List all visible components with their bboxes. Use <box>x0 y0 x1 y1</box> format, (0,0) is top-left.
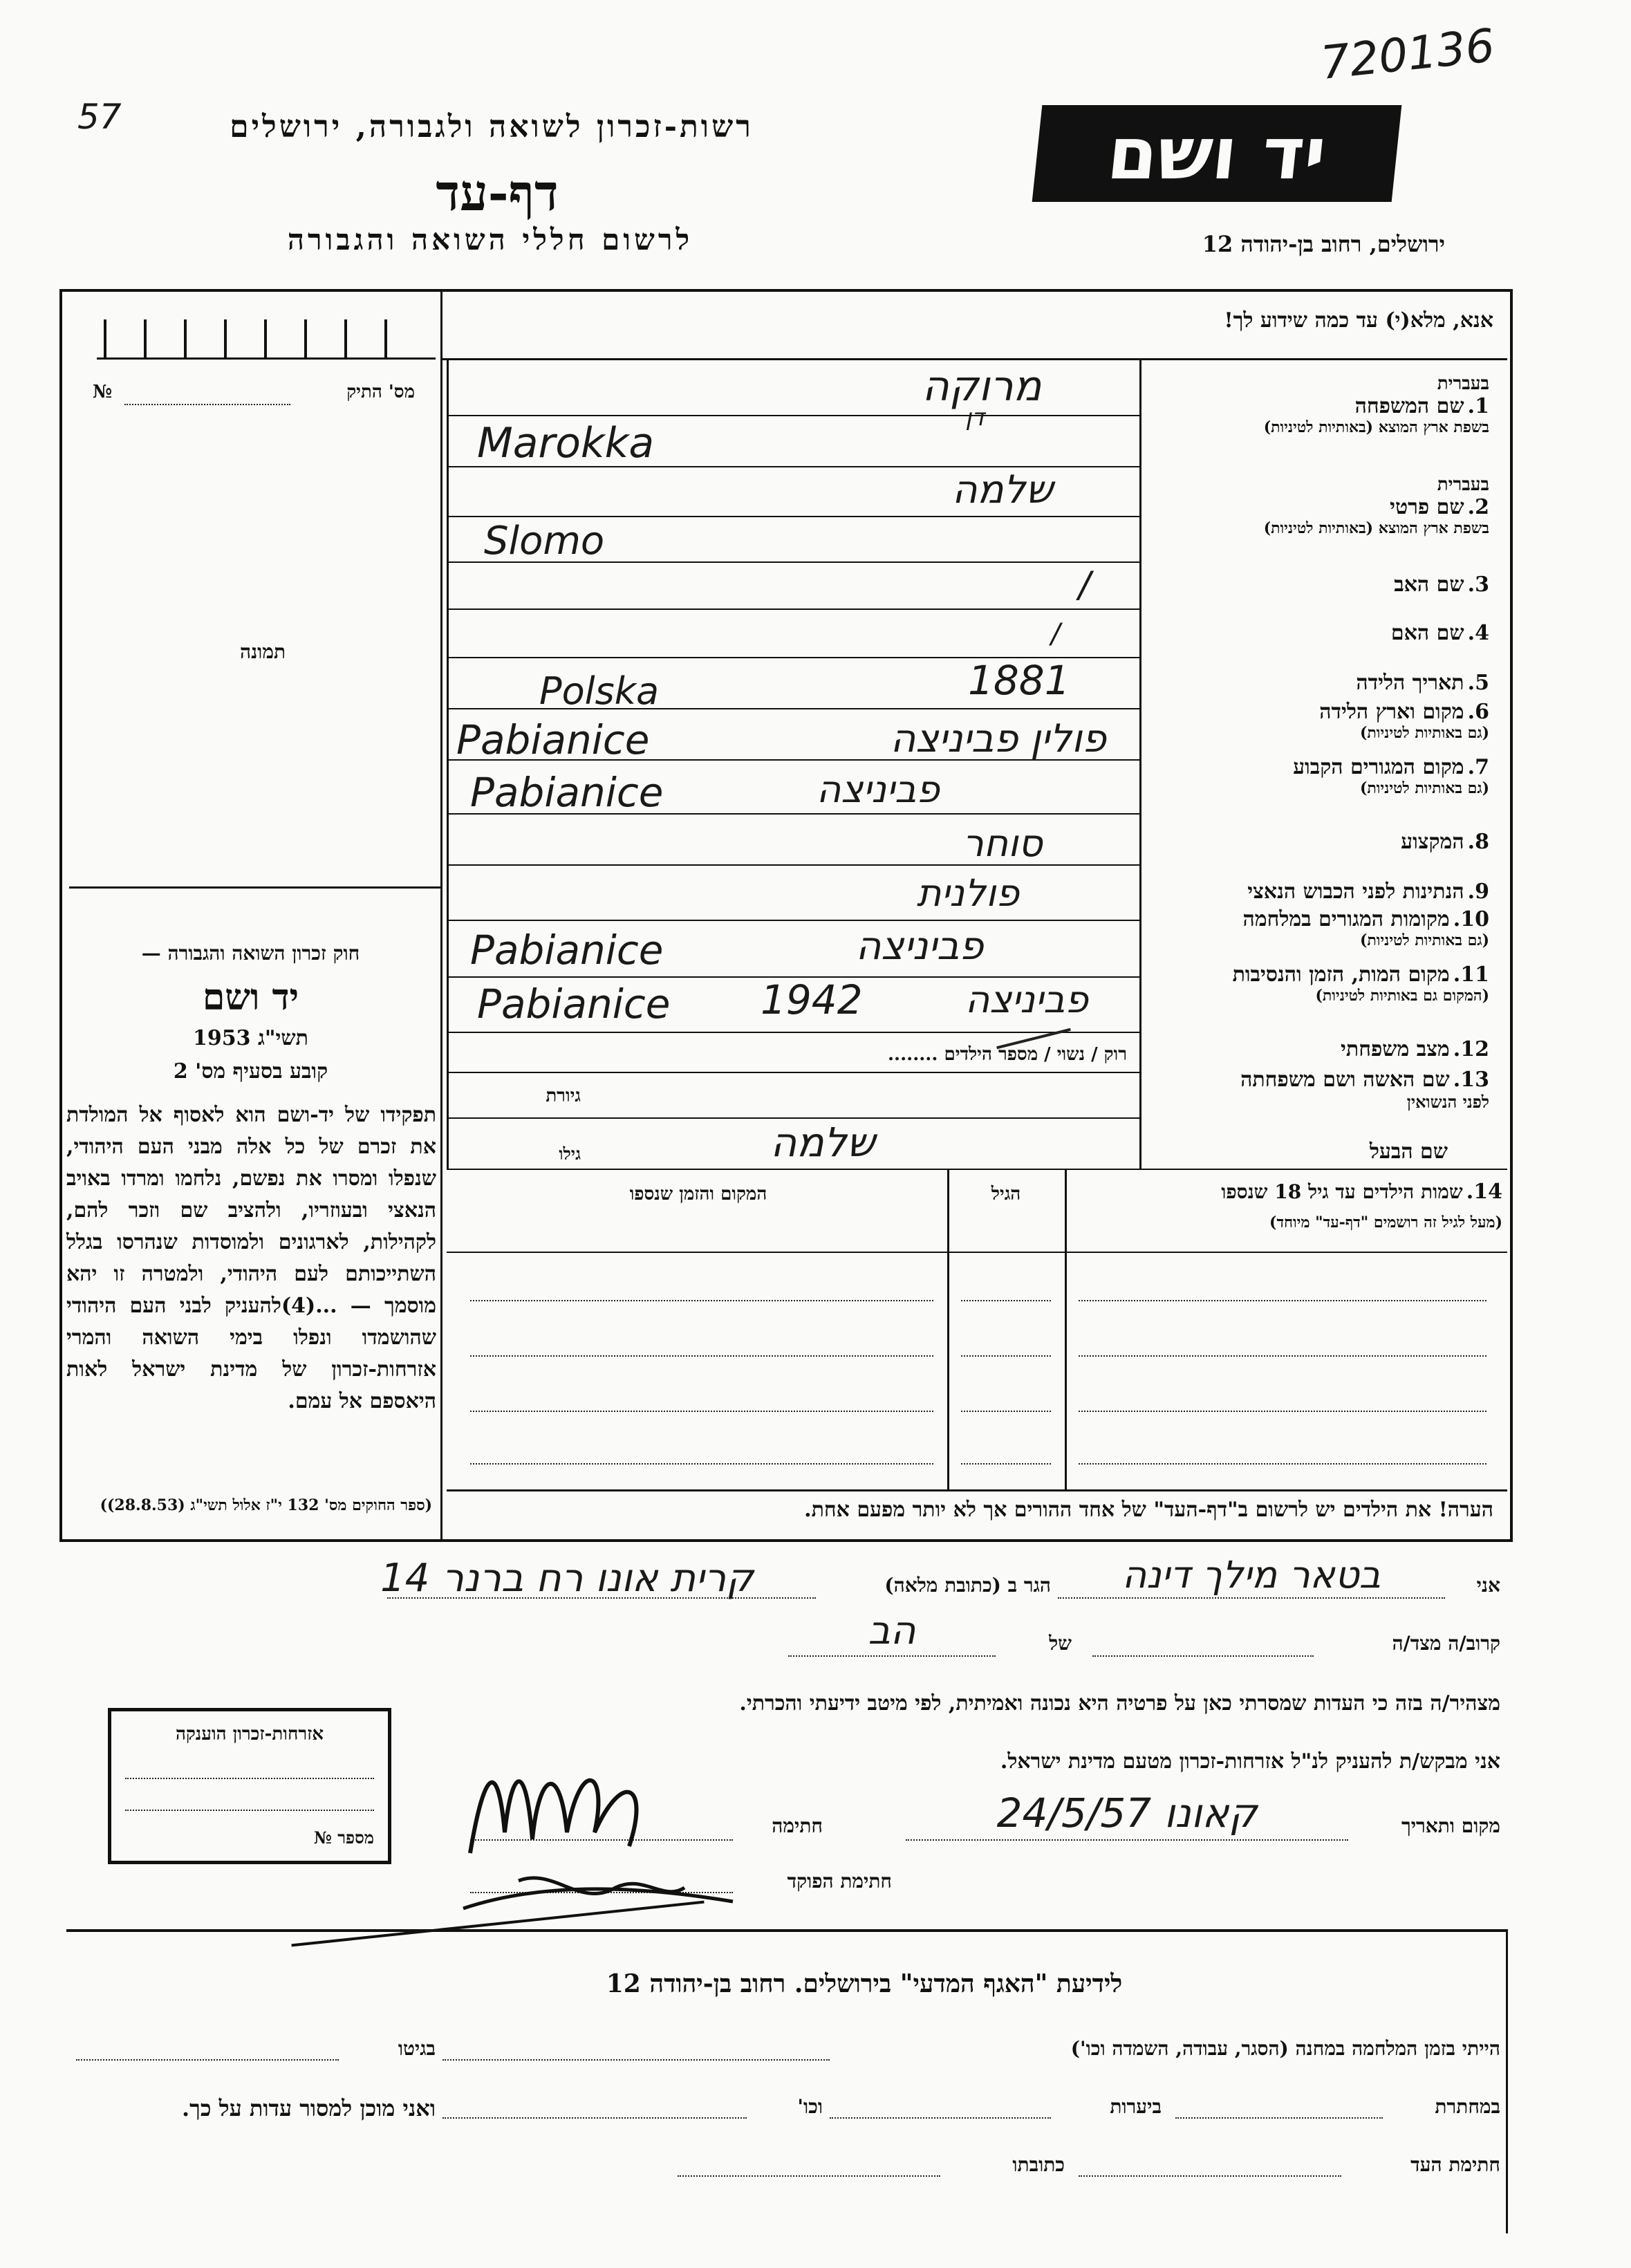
child-line <box>470 1411 933 1412</box>
row-sep <box>447 516 1139 517</box>
place-date-label: מקום ותאריך <box>1401 1814 1500 1837</box>
field-2-sub: בשפת ארץ המוצא (באותיות לטיניות) <box>1263 519 1489 537</box>
field-2-number: 2. <box>1467 495 1489 519</box>
child-line <box>470 1463 933 1465</box>
field-2-title: שם פרטי <box>1390 495 1464 519</box>
field-5-title: תאריך הלידה <box>1356 671 1464 695</box>
field-11-year-value[interactable]: 1942 <box>761 976 863 1023</box>
footer-line2-b: ביערות <box>1110 2095 1162 2118</box>
relation-line-1 <box>1092 1655 1314 1657</box>
remark-text: הערה! את הילדים יש לרשום ב"דף-העד" של אחד ההורים אך לא יותר מפעם אחת. <box>804 1498 1493 1522</box>
field-7-number: 7. <box>1467 755 1489 779</box>
row-sep <box>447 1032 1139 1033</box>
logo-text: יד ושם <box>1103 111 1330 196</box>
field-2-tag: בעברית <box>1437 474 1489 495</box>
field-11-label <box>1144 963 1489 1005</box>
field-11-sub: (המקום גם באותיות לטיניות) <box>1315 987 1489 1005</box>
intro-divider <box>440 358 1507 360</box>
field-1-sub: בשפת ארץ המוצא (באותיות לטיניות) <box>1263 418 1489 436</box>
children-note: (מעל לגיל זה רושמים "דף-עד" מיוחד) <box>1269 1214 1502 1231</box>
field-13-number: 13. <box>1453 1068 1489 1092</box>
intro-text: אנא, מלא(י) עד כמה שידוע לך! <box>1224 308 1493 333</box>
field-6-hebrew-value[interactable]: פולין פביניצה <box>890 716 1106 761</box>
field-11-hebrew-value[interactable]: פביניצה <box>964 978 1089 1021</box>
field-8-label <box>1144 830 1489 854</box>
law-year: תשי"ג 1953 <box>193 1026 308 1050</box>
footer-line3-fill-2 <box>678 2175 940 2177</box>
signature-label: חתימה <box>772 1814 823 1837</box>
footer-line2-a: במחתרת <box>1435 2095 1500 2118</box>
witness-prefix: אני <box>1476 1574 1500 1597</box>
field-11-title: מקום המות, הזמן והנסיבות <box>1232 963 1450 987</box>
field-9-label <box>1144 880 1489 904</box>
header-address: ירושלים, רחוב בן-יהודה 12 <box>1202 231 1445 257</box>
citizenship-box-title: אזרחות-זכרון הוענקה <box>175 1724 324 1745</box>
place-date-line <box>906 1839 1348 1841</box>
footer-line2-fill-2 <box>830 2117 1051 2119</box>
field-answer-left <box>447 358 449 1169</box>
children-col-divider <box>1065 1169 1067 1489</box>
row-sep <box>447 1072 1139 1073</box>
footer-line2-fill-3 <box>442 2117 747 2119</box>
field-13-label <box>1144 1068 1489 1113</box>
field-12-label <box>1144 1037 1489 1061</box>
field-3-title: שם האב <box>1394 573 1464 597</box>
law-name: יד ושם <box>202 976 299 1019</box>
child-line <box>1079 1300 1486 1301</box>
footer-line1-a: הייתי בזמן המלחמה במחנה (הסגר, עבודה, השמדה וכו') <box>1070 2037 1500 2060</box>
witness-signature <box>442 1729 774 1950</box>
citizenship-box <box>108 1708 391 1864</box>
page-corner-number: 57 <box>77 97 122 137</box>
field-3-value[interactable]: / <box>1079 564 1091 606</box>
field-12-options: רוק / נשוי / מספר הילדים ........ <box>888 1044 1127 1065</box>
field-8-title: המקצוע <box>1401 830 1464 854</box>
witness-address-label: הגר ב (כתובת מלאה) <box>884 1574 1051 1597</box>
field-6-sub: (גם באותיות לטיניות) <box>1359 724 1489 742</box>
relation-of-label: של <box>1049 1632 1072 1655</box>
child-line <box>961 1411 1051 1412</box>
row-sep <box>447 1169 1507 1170</box>
field-6-latin-value[interactable]: Pabianice <box>456 716 650 763</box>
row-sep <box>447 608 1139 610</box>
citizenship-line <box>125 1810 374 1811</box>
field-13-sub: לפני הנשואין <box>1406 1092 1489 1112</box>
remark-top <box>447 1489 1507 1491</box>
field-4-value[interactable]: / <box>1051 618 1061 650</box>
field-5-number: 5. <box>1467 671 1489 695</box>
witness-address-value[interactable]: קרית אונו רח ברנר 14 <box>380 1556 754 1601</box>
children-place-header: המקום והזמן שנספו <box>629 1184 767 1205</box>
children-header-sep <box>447 1252 1507 1253</box>
footer-line2-fill-1 <box>1175 2117 1383 2119</box>
child-line <box>1079 1463 1486 1465</box>
field-1-hebrew-alt[interactable]: דן <box>965 404 985 431</box>
field-5-latin-value[interactable]: Polska <box>539 669 660 713</box>
yad-vashem-logo <box>1032 105 1402 202</box>
footer-line2-c: וכו' <box>797 2095 823 2118</box>
field-9-title: הנתינות לפני הכבוש הנאצי <box>1247 880 1464 904</box>
photo-label: תמונה <box>239 640 286 663</box>
field-7-sub: (גם באותיות לטיניות) <box>1359 779 1489 797</box>
field-2-hebrew-value[interactable]: שלמה <box>951 467 1054 512</box>
field-1-label <box>1144 373 1489 436</box>
field-6-label <box>1144 700 1489 742</box>
field-11-number: 11. <box>1453 963 1489 987</box>
footer-title: לידיעת "האגף המדעי" בירושלים. רחוב בן-יהודה 12 <box>606 1969 1123 1998</box>
field-4-title: שם האם <box>1390 621 1464 645</box>
field-1-title: שם המשפחה <box>1354 394 1464 418</box>
row-sep <box>447 920 1139 921</box>
field-7-latin-value[interactable]: Pabianice <box>470 769 664 816</box>
child-line <box>961 1300 1051 1301</box>
child-line <box>961 1463 1051 1465</box>
relation-line-2 <box>788 1655 996 1657</box>
field-6-title: מקום וארץ הלידה <box>1319 700 1464 724</box>
field-3-label <box>1144 573 1489 597</box>
children-title: שמות הילדים עד גיל 18 שנספו <box>1221 1180 1463 1203</box>
child-line <box>470 1300 933 1301</box>
field-3-number: 3. <box>1467 573 1489 597</box>
field-8-number: 8. <box>1467 830 1489 854</box>
request-text: אני מבקש/ת להעניק לנ"ל אזרחות-זכרון מטעם מדינת ישראל. <box>1000 1749 1500 1774</box>
citizenship-line <box>125 1778 374 1779</box>
field-10-number: 10. <box>1453 907 1489 931</box>
footer-top-divider <box>66 1929 1507 1932</box>
photo-area-bottom <box>69 886 440 889</box>
child-line <box>470 1355 933 1357</box>
footer-line1-fill-2 <box>76 2059 339 2061</box>
footer-line1-b: בגיטו <box>398 2037 436 2060</box>
footer-line3-b: כתובתו <box>1012 2153 1065 2176</box>
children-col-divider <box>947 1169 949 1489</box>
field-10-hebrew-value[interactable]: פביניצה <box>855 924 984 969</box>
husband-name-value[interactable]: שלמה <box>770 1119 875 1166</box>
citizenship-number-label: מספר № <box>313 1828 374 1848</box>
file-number-sign: № <box>93 382 113 402</box>
footer-line3-a: חתימת העד <box>1410 2153 1500 2176</box>
field-10-title: מקומות המגורים במלחמה <box>1242 907 1450 931</box>
declaration-text: מצהיר/ה בזה כי העדות שמסרתי כאן על פרטיה היא נכונה ואמיתית, לפי מיטב ידיעתי והכרתי. <box>739 1691 1500 1716</box>
file-number-boxes <box>97 319 436 360</box>
child-line <box>1079 1355 1486 1357</box>
children-header <box>1070 1180 1502 1231</box>
field-10-label <box>1144 907 1489 949</box>
field-1-tag: בעברית <box>1437 373 1489 394</box>
husband-label <box>1144 1140 1448 1164</box>
witness-name-value[interactable]: בטאר מילך דינה <box>1121 1553 1381 1597</box>
officer-signature-label: חתימת הפוקד <box>787 1870 892 1893</box>
field-5-value[interactable]: 1881 <box>968 657 1070 704</box>
field-4-label <box>1144 621 1489 645</box>
field-10-latin-value[interactable]: Pabianice <box>470 927 664 974</box>
field-6-number: 6. <box>1467 700 1489 724</box>
form-subtitle: לרשום חללי השואה והגבורה <box>287 223 693 257</box>
field-10-sub: (גם באותיות לטיניות) <box>1359 931 1489 949</box>
field-7-label <box>1144 755 1489 797</box>
footer-line3-fill-1 <box>1079 2175 1341 2177</box>
law-source: (ספר החוקים מס' 132 י"ז אלול תשי"ג (28.8.53)) <box>100 1496 432 1514</box>
field-9-value[interactable]: פולנית <box>916 871 1020 915</box>
law-text: תפקידו של יד-ושם הוא לאסוף אל המולדת את זכרם של כל אלה מבני העם היהודי, שנפלו ומסרו את נפשם, נלחמו ומרדו באויב הנאצי ובעוזריו, ולהציב שם וזכר להם, לקהילות, לארגונים ולמוסדות שנהרסו בגלל השתייכותם לעם היהודי, ולמטרה זו יהא מוסמך — ...(4)להעניק לבני העם היהודי שהושמדו ונפלו בימי השואה והמרי אזרחות-זכרון של מדינת ישראל לאות היאספם אל עמם. <box>66 1103 436 1413</box>
children-number: 14. <box>1466 1180 1502 1204</box>
archive-number: 720136 <box>1318 19 1498 90</box>
field-8-value[interactable]: סוחר <box>962 821 1043 865</box>
relation-label: קרוב/ה מצד/ה <box>1392 1632 1500 1655</box>
witness-name-line <box>1058 1597 1445 1599</box>
field-5-label <box>1144 671 1489 695</box>
law-title: חוק זכרון השואה והגבורה — <box>141 942 360 965</box>
place-date-value[interactable]: קאונו 24/5/57 <box>996 1790 1258 1837</box>
field-4-number: 4. <box>1467 621 1489 645</box>
footer-line2-d: ואני מוכן למסור עדות על כך. <box>181 2095 436 2121</box>
form-title: דף-עד <box>436 163 559 222</box>
footer-right-edge <box>1506 1929 1508 2233</box>
field-2-latin-value[interactable]: Slomo <box>484 519 605 564</box>
field-12-number: 12. <box>1453 1037 1489 1061</box>
law-clause: קובע בסעיף מס' 2 <box>173 1059 328 1084</box>
footer-line1-fill <box>442 2059 830 2061</box>
field-13-title: שם האשה ושם משפחתה <box>1240 1068 1450 1092</box>
left-panel-divider <box>440 289 442 1541</box>
children-age-header: הגיל <box>991 1184 1021 1205</box>
child-line <box>961 1355 1051 1357</box>
authority-name: רשות-זכרון לשואה ולגבורה, ירושלים <box>230 109 754 145</box>
field-11-latin-value[interactable]: Pabianice <box>477 980 671 1028</box>
field-13-sub-label: גיורת <box>546 1086 581 1106</box>
field-9-number: 9. <box>1467 880 1489 904</box>
field-7-title: מקום המגורים הקבוע <box>1293 755 1464 779</box>
husband-sub-label: גילו <box>559 1144 581 1164</box>
field-7-hebrew-value[interactable]: פביניצה <box>816 768 940 811</box>
child-line <box>1079 1411 1486 1412</box>
field-2-label <box>1144 474 1489 537</box>
field-12-title: מצב משפחתי <box>1341 1037 1450 1061</box>
field-1-hebrew-value[interactable]: מרוקה <box>922 362 1042 411</box>
husband-title: שם הבעל <box>1369 1140 1448 1164</box>
file-number-label: מס' התיק <box>346 382 415 402</box>
relation-value[interactable]: הב <box>868 1608 916 1653</box>
field-1-number: 1. <box>1467 394 1489 418</box>
field-1-latin-value[interactable]: Marokka <box>477 419 655 467</box>
field-label-divider <box>1139 358 1141 1169</box>
row-sep <box>447 415 1139 416</box>
file-number-line <box>124 404 290 405</box>
